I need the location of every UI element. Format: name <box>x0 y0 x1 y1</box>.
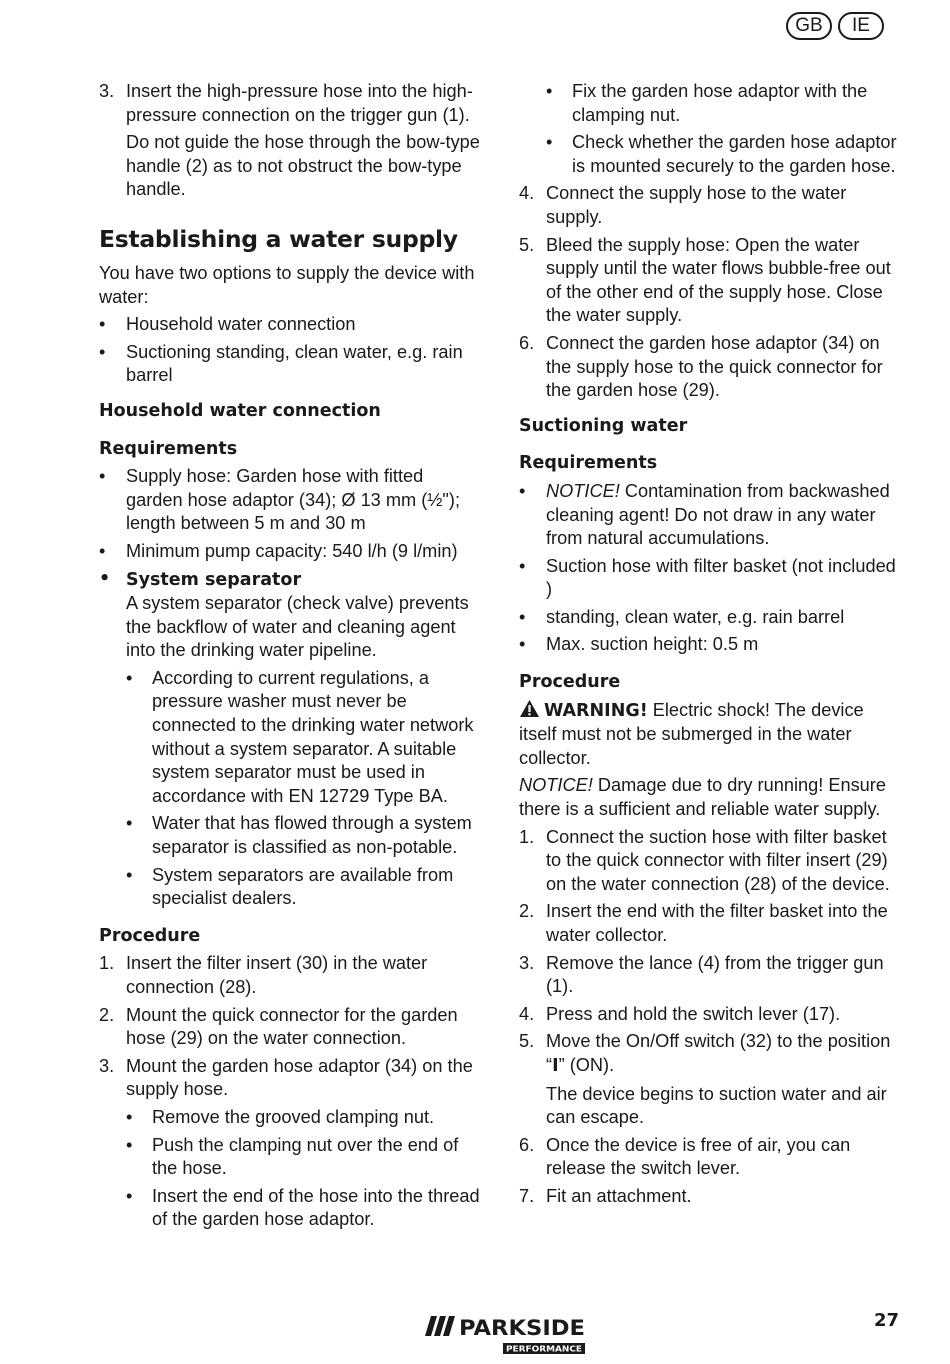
list-item: • According to current regulations, a pressure washer must never be connected to the drinking water network without a system separator. A suitable system separator must be used in accordance with EN 12729 Type BA. <box>126 667 474 806</box>
system-separator-text: A system separator (check valve) prevents the backflow of water and cleaning agent into the drinking water pipeline. <box>126 593 469 661</box>
procedure-list <box>99 952 481 1102</box>
intro-text: You have two options to supply the device with water: <box>99 262 475 307</box>
list-item: • standing, clean water, e.g. rain barrel <box>519 606 845 627</box>
step-note: Do not guide the hose through the bow-type handle (2) as to not obstruct the bow-type handle. <box>126 132 480 200</box>
page-number: 27 <box>874 1310 900 1331</box>
list-item: • Suctioning standing, clean water, e.g. rain barrel <box>99 341 463 386</box>
suction-procedure-list <box>519 826 904 1209</box>
notice-label: NOTICE! <box>519 775 593 796</box>
procedure-step: 2. Insert the end with the filter basket into the water collector. <box>519 901 888 945</box>
subheading-requirements: Requirements <box>519 453 658 474</box>
requirements-list <box>99 465 481 663</box>
step-text: Insert the high-pressure hose into the high-pressure connection on the trigger gun (1). <box>126 81 473 125</box>
procedure-step: 4. Connect the supply hose to the water supply. <box>519 183 847 227</box>
step-number: 3. <box>99 81 115 101</box>
procedure-step: 6. Connect the garden hose adaptor (34) on the supply hose to the quick connector for the garden hose (29). <box>519 332 883 401</box>
warning-paragraph: WARNING! Electric shock! The device itself must not be submerged in the water collector. <box>519 699 864 768</box>
list-item: • Remove the grooved clamping nut. <box>126 1106 435 1127</box>
list-item: • Suction hose with filter basket (not included ) <box>519 555 896 600</box>
suction-requirements-list <box>519 480 904 657</box>
subheading-household: Household water connection <box>99 400 381 421</box>
warning-triangle-icon <box>519 699 540 718</box>
procedure-step: 1. Connect the suction hose with filter basket to the quick connector with filter insert (29) on the water connection (28) of the device. <box>519 826 890 894</box>
language-badge-ie: IE <box>838 12 884 40</box>
subheading-requirements: Requirements <box>99 438 238 459</box>
language-badge-gb: GB <box>786 12 832 40</box>
list-item: • Fix the garden hose adaptor with the clamping nut. <box>546 81 868 125</box>
continued-steps <box>519 182 904 402</box>
list-item: • Max. suction height: 0.5 m <box>519 634 759 655</box>
logo-sub-text: PERFORMANCE <box>506 1344 582 1354</box>
list-item: • Push the clamping nut over the end of the hose. <box>126 1134 459 1179</box>
procedure-step: 6. Once the device is free of air, you can release the switch lever. <box>519 1134 851 1179</box>
right-column <box>519 80 904 1213</box>
procedure-step: 5. Move the On/Off switch (32) to the position “I” (ON). The device begins to suction water and air can escape. <box>519 1030 904 1129</box>
options-list <box>99 313 481 388</box>
warning-label: WARNING! <box>544 700 648 721</box>
section-heading: Establishing a water supply <box>99 224 458 253</box>
list-item: • Water that has flowed through a system separator is classified as non-potable. <box>126 813 472 858</box>
list-item: • Supply hose: Garden hose with fitted garden hose adaptor (34); Ø 13 mm (½"); length between 5 m and 30 m <box>99 466 460 534</box>
list-item: • Check whether the garden hose adaptor is mounted securely to the garden hose. <box>546 132 897 176</box>
procedure-sub-bullets <box>99 1106 481 1232</box>
subheading-suctioning: Suctioning water <box>519 415 688 436</box>
notice-paragraph: NOTICE! Damage due to dry running! Ensure there is a sufficient and reliable water supply. <box>519 775 886 820</box>
step-3 <box>99 80 481 202</box>
procedure-step: 7. Fit an attachment. <box>519 1185 692 1206</box>
logo-stripes-icon <box>425 1316 455 1336</box>
list-item-notice: • NOTICE! Contamination from backwashed cleaning agent! Do not draw in any water from natural accumulations. <box>519 480 890 549</box>
procedure-step: 1. Insert the filter insert (30) in the water connection (28). <box>99 953 428 997</box>
procedure-step: 3. Mount the garden hose adaptor (34) on the supply hose. <box>99 1055 473 1100</box>
procedure-step: 3. Remove the lance (4) from the trigger gun (1). <box>519 952 884 997</box>
procedure-step: 4. Press and hold the switch lever (17). <box>519 1003 841 1024</box>
left-column <box>99 80 481 1236</box>
step-note: The device begins to suction water and air can escape. <box>546 1083 887 1128</box>
notice-label: NOTICE! <box>546 480 620 501</box>
list-item-system-separator: • System separator A system separator (check valve) prevents the backflow of water and cleaning agent into the drinking water pipeline. <box>99 568 481 663</box>
parkside-logo <box>425 1314 587 1356</box>
subheading-procedure: Procedure <box>519 672 621 693</box>
language-badges <box>786 12 884 40</box>
list-item: • System separators are available from specialist dealers. <box>126 864 454 909</box>
logo-brand-text: PARKSIDE <box>459 1316 585 1340</box>
continued-sub-bullets <box>519 80 904 178</box>
procedure-step: 5. Bleed the supply hose: Open the water supply until the water flows bubble-free out of the other end of the supply hose. Close the water supply. <box>519 234 891 326</box>
list-item: • Insert the end of the hose into the thread of the garden hose adaptor. <box>126 1185 480 1230</box>
subheading-procedure: Procedure <box>99 925 201 946</box>
system-separator-title: System separator <box>126 569 302 590</box>
procedure-step: 2. Mount the quick connector for the garden hose (29) on the water connection. <box>99 1004 458 1049</box>
list-item: • Household water connection <box>99 314 356 335</box>
list-item: • Minimum pump capacity: 540 l/h (9 l/min) <box>99 540 458 561</box>
separator-bullets <box>99 667 481 911</box>
